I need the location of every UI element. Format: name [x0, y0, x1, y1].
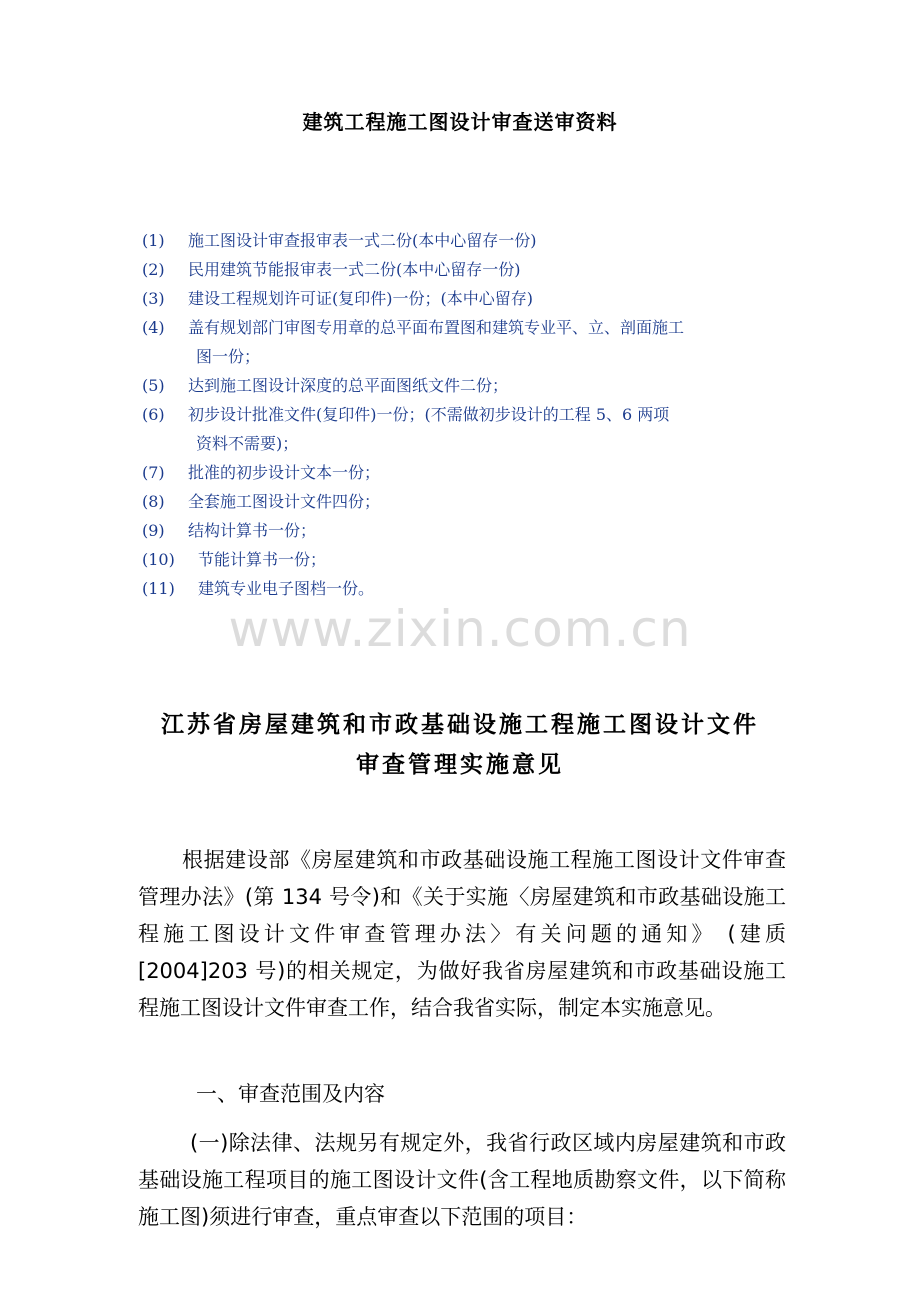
section-heading: 一、审查范围及内容 — [196, 1082, 385, 1106]
item-text-continuation: 资料不需要)； — [196, 434, 299, 453]
list-item — [142, 458, 792, 487]
list-item — [142, 371, 792, 400]
item-text: 结构计算书一份； — [188, 521, 317, 540]
item-text-continuation: 图一份； — [196, 347, 261, 366]
submission-materials-list — [142, 226, 792, 603]
section-title-line2: 审查管理实施意见 — [356, 752, 564, 778]
item-number: (3) — [142, 289, 165, 308]
section-title-line1: 江苏省房屋建筑和市政基础设施工程施工图设计文件 — [161, 712, 759, 738]
list-item — [142, 400, 792, 458]
document-title: 建筑工程施工图设计审查送审资料 — [302, 110, 618, 134]
item-text: 达到施工图设计深度的总平面图纸文件二份； — [188, 376, 509, 395]
item-text: 施工图设计审查报审表一式二份(本中心留存一份) — [188, 231, 537, 250]
item-number: (6) — [142, 405, 165, 424]
item-text: 民用建筑节能报审表一式二份(本中心留存一份) — [188, 260, 521, 279]
list-item — [142, 284, 792, 313]
item-text: 建筑专业电子图档一份。 — [198, 579, 375, 598]
body-paragraph: 根据建设部《房屋建筑和市政基础设施工程施工图设计文件审查管理办法》(第 134 号令)和《关于实施〈房屋建筑和市政基础设施工程施工图设计文件审查管理办法〉有关问题的通知》 (建质[2004]203 号)的相关规定，为做好我省房屋建筑和市政基础设施工程施工图设计文件审查工作，结合我省实际，制定本实施意见。 — [138, 848, 786, 1020]
item-number: (4) — [142, 318, 165, 337]
list-item — [142, 226, 792, 255]
item-number: (8) — [142, 492, 165, 511]
item-number: (9) — [142, 521, 165, 540]
item-text: 批准的初步设计文本一份； — [188, 463, 381, 482]
list-item — [142, 545, 792, 574]
item-text: 全套施工图设计文件四份； — [188, 492, 381, 511]
body-paragraph: (一)除法律、法规另有规定外，我省行政区域内房屋建筑和市政基础设施工程项目的施工图设计文件(含工程地质勘察文件，以下简称施工图)须进行审查，重点审查以下范围的项目： — [138, 1131, 786, 1229]
watermark: www.zixin.com.cn — [228, 600, 692, 658]
item-number: (10) — [142, 550, 175, 569]
list-item — [142, 487, 792, 516]
item-text: 节能计算书一份； — [198, 550, 327, 569]
list-item — [142, 313, 792, 371]
item-text: 初步设计批准文件(复印件)一份；(不需做初步设计的工程 5、6 两项 — [188, 405, 670, 424]
item-number: (7) — [142, 463, 165, 482]
list-item — [142, 574, 792, 603]
item-number: (11) — [142, 579, 175, 598]
item-text: 盖有规划部门审图专用章的总平面布置图和建筑专业平、立、剖面施工 — [188, 318, 685, 337]
list-item — [142, 255, 792, 284]
item-number: (5) — [142, 376, 165, 395]
item-number: (2) — [142, 260, 165, 279]
list-item — [142, 516, 792, 545]
item-number: (1) — [142, 231, 165, 250]
item-text: 建设工程规划许可证(复印件)一份；(本中心留存) — [188, 289, 533, 308]
